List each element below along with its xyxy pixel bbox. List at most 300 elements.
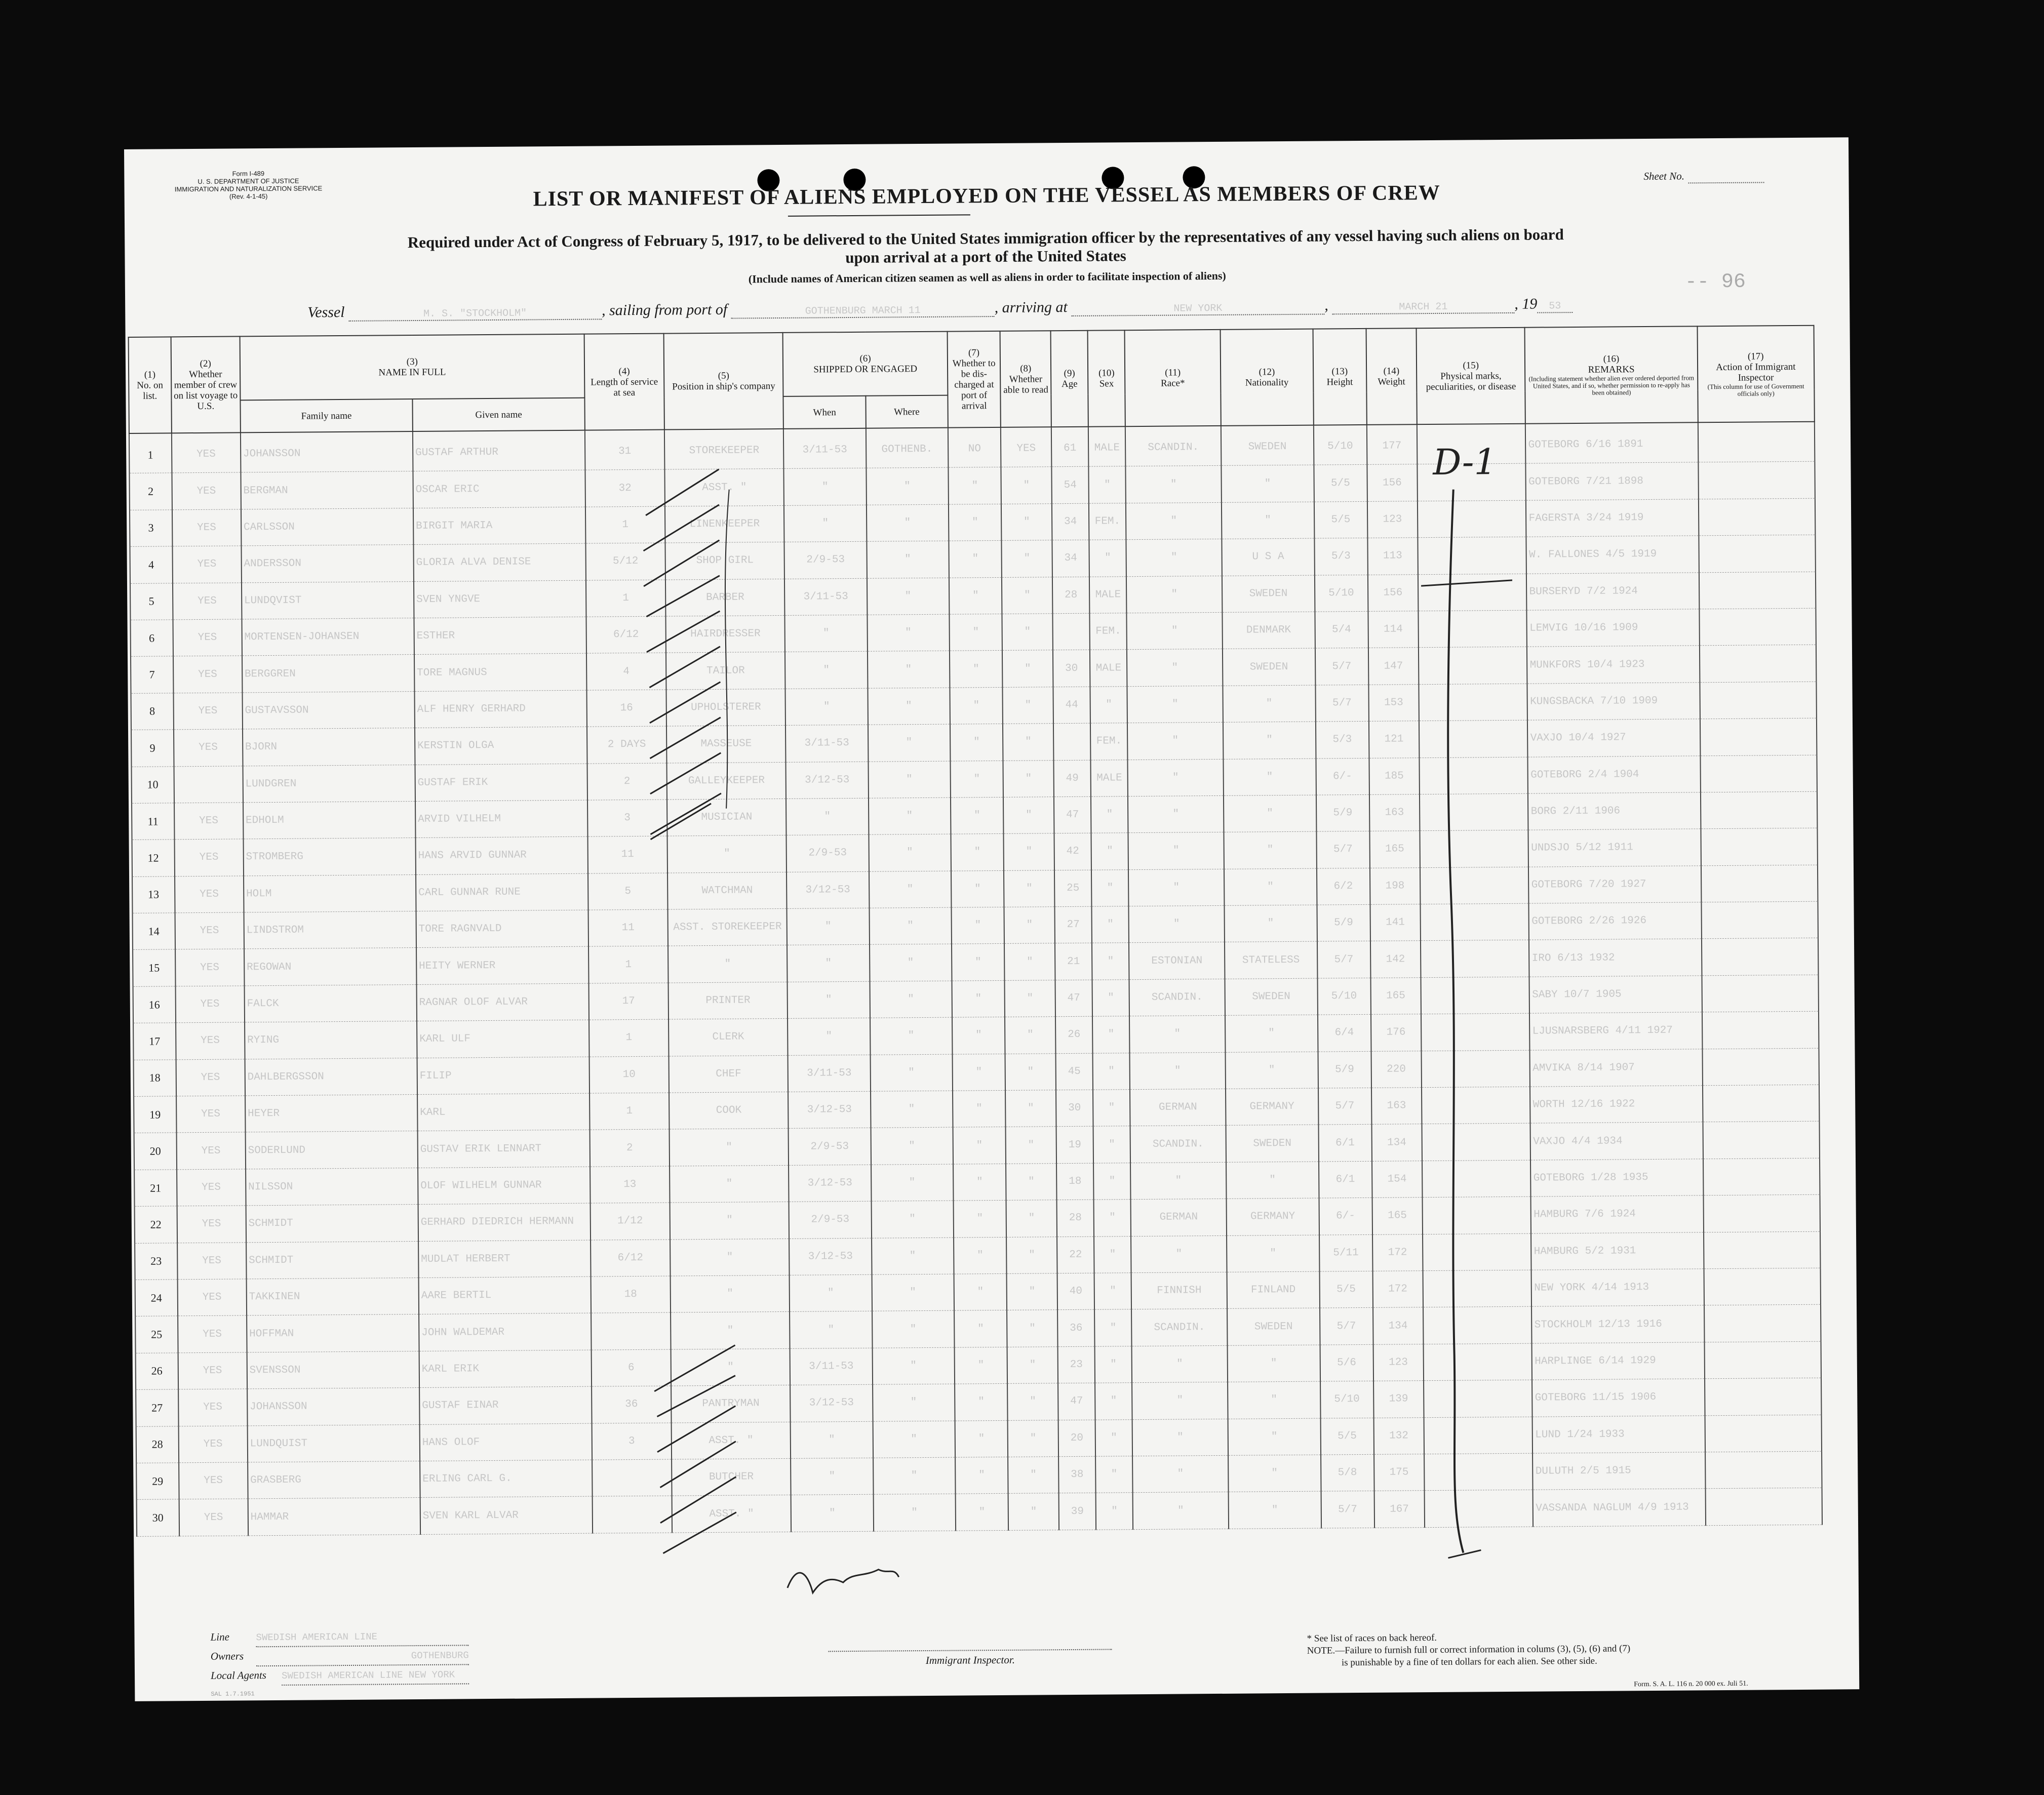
height-cell: 5/10 <box>1317 978 1370 1015</box>
height-cell: 5/7 <box>1318 1088 1371 1125</box>
shipped-when-cell: " <box>785 688 868 726</box>
position-cell: " <box>668 945 788 983</box>
discharged-cell: " <box>951 870 1004 907</box>
position-cell: TAILOR <box>666 652 785 690</box>
given-name-cell: AARE BERTIL <box>418 1277 591 1314</box>
marks-cell <box>1422 1160 1531 1198</box>
col-header-nationality <box>1220 329 1313 426</box>
marks-cell <box>1418 610 1527 648</box>
bracket-end <box>1448 1550 1481 1558</box>
row-number: 25 <box>135 1316 178 1353</box>
crew-cell: YES <box>174 729 243 766</box>
inspector-action-cell <box>1701 791 1818 829</box>
sex-cell: " <box>1092 980 1130 1017</box>
family-name-cell: ANDERSSON <box>241 545 414 583</box>
shipped-where-cell: " <box>872 1347 955 1385</box>
shipped-when-cell: " <box>788 981 870 1019</box>
age-cell: 20 <box>1058 1420 1095 1457</box>
shipped-where-cell: " <box>869 797 951 835</box>
remarks-cell: WORTH 12/16 1922 <box>1530 1086 1703 1124</box>
given-name-cell: GUSTAV ERIK LENNART <box>417 1130 590 1168</box>
remarks-cell: NEW YORK 4/14 1913 <box>1531 1269 1704 1307</box>
service-cell: 3 <box>587 800 667 836</box>
inspector-action-cell <box>1700 682 1817 719</box>
family-name-cell: SCHMIDT <box>246 1241 419 1279</box>
service-cell: 16 <box>586 690 666 727</box>
remarks-cell: LUND 1/24 1933 <box>1532 1415 1705 1453</box>
race-cell: " <box>1128 869 1224 906</box>
given-name-cell: MUDLAT HERBERT <box>418 1240 591 1278</box>
position-cell: LINENKEEPER <box>665 505 784 543</box>
agents-row <box>211 1665 469 1686</box>
inspector-action-cell <box>1705 1451 1822 1489</box>
nationality-cell: " <box>1224 905 1317 942</box>
inspector-action-cell <box>1698 462 1815 499</box>
col-num: (11) <box>1165 367 1181 378</box>
marks-cell <box>1425 1490 1534 1527</box>
position-cell: PANTRYMAN <box>671 1385 791 1423</box>
given-name-cell: KARL <box>417 1093 590 1131</box>
age-cell: 44 <box>1053 687 1090 724</box>
family-name-cell: LUNDQUIST <box>247 1424 420 1462</box>
height-cell: 5/7 <box>1321 1491 1374 1528</box>
col-num: (16) <box>1603 353 1620 365</box>
sex-cell: FEM. <box>1089 503 1126 540</box>
discharged-cell: NO <box>948 427 1001 468</box>
crew-cell: YES <box>176 1022 245 1059</box>
remarks-cell: GOTEBORG 2/26 1926 <box>1529 902 1702 940</box>
sex-cell: " <box>1090 686 1128 723</box>
inspector-action-cell <box>1703 1085 1820 1122</box>
crew-cell: YES <box>176 1132 246 1169</box>
able-read-cell: " <box>1004 870 1054 907</box>
service-cell: 6/12 <box>591 1240 670 1277</box>
remarks-cell: GOTEBORG 7/20 1927 <box>1528 865 1701 903</box>
sex-cell: " <box>1093 1126 1131 1163</box>
row-number: 26 <box>136 1353 178 1390</box>
remarks-cell: MUNKFORS 10/4 1923 <box>1527 646 1700 684</box>
nationality-cell: " <box>1225 1015 1318 1052</box>
row-number: 18 <box>134 1059 176 1096</box>
col-header-race <box>1125 330 1221 426</box>
nationality-cell: " <box>1228 1491 1321 1529</box>
crew-cell: YES <box>178 1352 247 1389</box>
sex-cell: " <box>1089 466 1126 503</box>
weight-cell: 121 <box>1368 721 1419 758</box>
race-cell: FINNISH <box>1131 1272 1227 1309</box>
row-number: 5 <box>130 583 173 620</box>
able-read-cell: " <box>1001 504 1052 541</box>
height-cell: 5/10 <box>1320 1381 1373 1418</box>
crew-cell: YES <box>175 876 244 913</box>
weight-cell: 165 <box>1372 1198 1423 1234</box>
weight-cell: 134 <box>1373 1307 1424 1344</box>
nationality-cell: " <box>1221 465 1314 503</box>
sex-cell: " <box>1091 833 1129 870</box>
height-cell: 5/3 <box>1314 538 1367 575</box>
crew-cell: YES <box>179 1499 248 1536</box>
family-name-cell: LINDSTROM <box>244 911 416 949</box>
row-number: 13 <box>132 876 175 913</box>
weight-cell: 172 <box>1372 1271 1423 1308</box>
sex-cell: " <box>1093 1090 1130 1127</box>
row-number: 9 <box>131 730 174 767</box>
agents-label: Local Agents <box>210 1669 267 1682</box>
race-cell: " <box>1128 795 1224 833</box>
shipped-when-cell: " <box>787 908 870 945</box>
age-cell: 23 <box>1057 1346 1095 1383</box>
col-header-sex <box>1088 330 1126 427</box>
position-cell: CLERK <box>669 1019 788 1056</box>
marks-cell <box>1420 867 1529 904</box>
vessel-line <box>307 295 1573 322</box>
given-name-cell: OLOF WILHELM GUNNAR <box>418 1167 591 1205</box>
position-cell: UPHOLSTERER <box>666 689 785 726</box>
shipped-when-cell: 3/12-53 <box>787 871 869 909</box>
col-header-crew <box>171 336 240 433</box>
given-name-cell: KARL ULF <box>417 1020 589 1058</box>
shipped-where-cell: " <box>868 761 951 799</box>
family-name-cell: GRASBERG <box>248 1461 420 1499</box>
crew-cell: YES <box>176 1096 246 1133</box>
owners-value: GOTHENBURG <box>256 1647 469 1666</box>
sex-cell: " <box>1093 1053 1130 1090</box>
row-number: 23 <box>135 1243 177 1280</box>
col-label: Nationality <box>1245 377 1289 388</box>
weight-cell: 132 <box>1373 1417 1424 1454</box>
sex-cell: MALE <box>1088 426 1126 466</box>
race-cell: SCANDIN. <box>1130 1126 1226 1163</box>
marks-cell <box>1422 1124 1530 1161</box>
col-label: Physical marks, peculiarities, or disease <box>1426 370 1516 392</box>
crew-cell: YES <box>174 803 244 840</box>
remarks-cell: AMVIKA 8/14 1907 <box>1530 1049 1703 1087</box>
family-name-cell: DAHLBERGSSON <box>245 1058 417 1096</box>
form-print-code: SAL 1.7.1951 <box>211 1690 255 1698</box>
col-header-marks <box>1416 328 1525 424</box>
weight-cell: 123 <box>1367 501 1418 538</box>
given-name-cell: FILIP <box>417 1057 589 1095</box>
discharged-cell: " <box>948 467 1001 504</box>
race-cell: GERMAN <box>1130 1089 1226 1126</box>
weight-cell: 220 <box>1371 1051 1422 1088</box>
age-cell: 54 <box>1051 467 1089 504</box>
inspector-action-cell <box>1700 718 1817 755</box>
col-header-given-name: Given name <box>412 398 585 431</box>
given-name-cell: GERHARD DIEDRICH HERMANN <box>418 1203 591 1241</box>
inspector-action-cell <box>1704 1268 1821 1305</box>
remarks-cell: STOCKHOLM 12/13 1916 <box>1532 1305 1705 1343</box>
remarks-cell: IRO 6/13 1932 <box>1529 939 1702 977</box>
agents-value: SWEDISH AMERICAN LINE NEW YORK <box>282 1666 469 1686</box>
family-name-cell: CARLSSON <box>241 508 414 546</box>
family-name-cell: JOHANSSON <box>247 1388 420 1426</box>
row-number: 17 <box>133 1023 176 1060</box>
family-name-cell: NILSSON <box>246 1168 418 1206</box>
col-num: (7) <box>968 347 980 358</box>
shipped-when-cell: " <box>786 798 869 835</box>
crew-cell: YES <box>178 1389 248 1426</box>
row-number: 20 <box>134 1133 177 1170</box>
service-cell: 32 <box>585 469 664 506</box>
able-read-cell: " <box>1004 833 1054 870</box>
able-read-cell: " <box>1005 980 1055 1017</box>
shipped-when-cell: " <box>785 615 868 652</box>
race-cell: " <box>1130 1052 1226 1090</box>
col-label: No. on list. <box>137 379 164 402</box>
marks-cell <box>1419 684 1527 721</box>
inspector-action-cell <box>1703 1122 1820 1159</box>
sex-cell: " <box>1094 1236 1131 1273</box>
height-cell: 5/5 <box>1314 501 1367 538</box>
col-label: NAME IN FULL <box>378 367 446 378</box>
height-cell: 5/5 <box>1314 465 1367 502</box>
nationality-cell: SWEDEN <box>1222 575 1315 613</box>
col-num: (3) <box>406 356 418 368</box>
nationality-cell: " <box>1228 1381 1321 1419</box>
remarks-cell: VASSANDA NAGLUM 4/9 1913 <box>1533 1489 1706 1527</box>
family-name-cell: SVENSSON <box>247 1351 419 1389</box>
year-value: 53 <box>1537 300 1573 313</box>
nationality-cell: FINLAND <box>1227 1271 1320 1309</box>
able-read-cell: " <box>1002 540 1052 577</box>
shipped-when-cell: 3/12-53 <box>789 1165 871 1202</box>
col-label: REMARKS <box>1588 364 1635 375</box>
form-number: Form I-489 <box>232 170 265 178</box>
marks-cell <box>1421 1050 1530 1088</box>
sex-cell: FEM. <box>1090 723 1128 760</box>
weight-cell: 163 <box>1369 794 1420 831</box>
service-cell: 11 <box>588 909 667 946</box>
nationality-cell: " <box>1227 1235 1320 1272</box>
crew-cell: YES <box>173 656 243 693</box>
family-name-cell: HEYER <box>245 1095 418 1133</box>
discharged-cell: " <box>953 1201 1006 1238</box>
service-cell <box>592 1459 672 1496</box>
age-cell: 28 <box>1052 577 1090 614</box>
weight-cell: 142 <box>1370 941 1421 978</box>
row-number: 24 <box>135 1280 178 1317</box>
age-cell: 30 <box>1053 650 1090 687</box>
col-label: Race* <box>1161 378 1185 389</box>
given-name-cell: GUSTAF EINAR <box>419 1386 592 1424</box>
crew-cell: YES <box>173 693 243 730</box>
discharged-cell: " <box>952 980 1005 1017</box>
crew-manifest-table <box>128 325 1823 1537</box>
race-cell: " <box>1131 1235 1227 1273</box>
height-cell: 5/4 <box>1315 611 1368 648</box>
crew-cell: YES <box>176 1059 245 1096</box>
shipped-where-cell: " <box>871 1128 953 1165</box>
sex-cell: " <box>1094 1273 1132 1310</box>
given-name-cell: ESTHER <box>414 617 586 655</box>
weight-cell: 123 <box>1373 1344 1424 1381</box>
height-cell: 5/9 <box>1318 1051 1371 1088</box>
weight-cell: 139 <box>1373 1381 1424 1418</box>
shipped-where-cell: " <box>869 834 951 871</box>
height-cell: 6/1 <box>1318 1125 1371 1162</box>
inspector-action-cell <box>1705 1415 1822 1452</box>
sex-cell: " <box>1093 1163 1131 1200</box>
shipped-when-cell: 3/11-53 <box>785 725 868 762</box>
sex-cell: " <box>1092 906 1129 943</box>
height-cell: 6/- <box>1319 1198 1372 1235</box>
given-name-cell: SVEN YNGVE <box>414 580 586 618</box>
marks-cell <box>1420 830 1528 867</box>
col-header-family-name: Family name <box>240 399 413 432</box>
service-cell: 2 <box>587 763 666 800</box>
shipped-when-cell: 2/9-53 <box>789 1128 871 1166</box>
service-cell: 2 DAYS <box>587 726 666 763</box>
service-cell <box>593 1496 672 1533</box>
row-number: 1 <box>129 433 172 473</box>
given-name-cell: RAGNAR OLOF ALVAR <box>416 983 589 1021</box>
race-cell: " <box>1128 759 1224 796</box>
owners-label: Owners <box>210 1650 244 1662</box>
able-read-cell: " <box>1004 943 1055 980</box>
marks-cell <box>1423 1343 1532 1381</box>
marks-cell <box>1421 977 1529 1014</box>
shipped-where-cell: " <box>872 1238 954 1275</box>
discharged-cell: " <box>949 614 1002 651</box>
given-name-cell: TORE RAGNVALD <box>416 910 588 948</box>
age-cell: 42 <box>1054 833 1091 870</box>
inspector-action-cell <box>1701 865 1818 902</box>
col-num: (1) <box>144 369 156 380</box>
nationality-cell: " <box>1228 1455 1321 1492</box>
row-number: 4 <box>130 546 172 583</box>
col-header-no <box>129 337 172 433</box>
discharged-cell: " <box>952 1017 1005 1054</box>
family-name-cell: REGOWAN <box>244 948 417 986</box>
family-name-cell: FALCK <box>244 984 417 1022</box>
crew-cell: YES <box>178 1315 247 1352</box>
manifest-sheet <box>124 137 1859 1701</box>
nationality-cell: " <box>1223 722 1316 759</box>
given-name-cell: ALF HENRY GERHARD <box>414 690 587 728</box>
position-cell: WATCHMAN <box>667 872 787 909</box>
able-read-cell: " <box>1004 907 1055 944</box>
nationality-cell: " <box>1224 795 1317 832</box>
height-cell: 5/10 <box>1315 575 1368 612</box>
shipped-when-cell: 3/11-53 <box>788 1055 871 1092</box>
form-print-info: Form. S. A. L. 116 n. 20 000 ex. Juli 51. <box>1634 1680 1748 1689</box>
col-note: (Including statement whether alien ever ordered deported from United States, and if so, whether permission to re-apply has been obtained) <box>1528 374 1695 396</box>
col-num: (14) <box>1383 366 1400 377</box>
age-cell: 28 <box>1056 1200 1094 1236</box>
discharged-cell: " <box>950 651 1003 688</box>
row-number: 29 <box>136 1463 179 1500</box>
subtitle-line-2: upon arrival at a port of the United States <box>845 247 1126 267</box>
sex-cell: FEM. <box>1090 613 1127 650</box>
inspector-action-cell <box>1698 422 1815 462</box>
service-cell: 18 <box>591 1276 671 1313</box>
marks-cell <box>1421 1013 1530 1051</box>
position-cell: " <box>671 1312 790 1349</box>
remarks-cell: HAMBURG 7/6 1924 <box>1531 1195 1704 1233</box>
remarks-cell: GOTEBORG 2/4 1904 <box>1528 755 1701 793</box>
able-read-cell: " <box>1002 614 1053 651</box>
given-name-cell: BIRGIT MARIA <box>413 507 586 545</box>
able-read-cell: " <box>1003 687 1053 724</box>
discharged-cell: " <box>955 1494 1008 1531</box>
service-cell: 10 <box>589 1056 669 1093</box>
position-cell: PRINTER <box>668 982 788 1019</box>
row-number: 22 <box>135 1206 177 1243</box>
age-cell: 47 <box>1055 980 1092 1017</box>
marks-cell <box>1418 574 1527 611</box>
shipped-when-cell: " <box>790 1311 872 1349</box>
family-name-cell: RYING <box>245 1021 417 1059</box>
inspector-action-cell <box>1703 1158 1820 1195</box>
row-number: 12 <box>132 840 175 876</box>
family-name-cell: SCHMIDT <box>246 1205 418 1243</box>
given-name-cell: HANS ARVID GUNNAR <box>415 836 588 874</box>
position-cell: " <box>670 1239 790 1276</box>
height-cell: 5/5 <box>1319 1271 1372 1308</box>
discharged-cell: " <box>950 687 1003 724</box>
page-title: LIST OR MANIFEST OF ALIENS EMPLOYED ON THE VESSEL AS MEMBERS OF CREW <box>533 181 1440 211</box>
position-cell: MUSICIAN <box>667 799 787 836</box>
marks-cell <box>1423 1307 1532 1344</box>
position-cell: STOREKEEPER <box>664 429 784 470</box>
col-label: Position in ship's company <box>672 381 775 392</box>
nationality-cell: " <box>1225 1052 1318 1089</box>
able-read-cell: " <box>1006 1090 1056 1127</box>
crew-cell: YES <box>175 912 244 949</box>
marks-cell <box>1422 1087 1530 1124</box>
inspector-action-cell <box>1702 938 1819 976</box>
shipped-where-cell: " <box>869 907 952 945</box>
sex-cell: " <box>1094 1309 1132 1346</box>
inspector-action-cell <box>1700 755 1817 792</box>
family-name-cell: SODERLUND <box>245 1131 418 1169</box>
col-header-inspector <box>1697 326 1815 423</box>
given-name-cell: ERLING CARL G. <box>420 1460 593 1498</box>
service-cell: 1 <box>588 946 668 983</box>
remarks-cell: HAMBURG 5/2 1931 <box>1531 1232 1704 1270</box>
shipped-when-cell: 2/9-53 <box>789 1201 872 1239</box>
able-read-cell: " <box>1005 1017 1055 1054</box>
given-name-cell: GLORIA ALVA DENISE <box>413 543 586 581</box>
weight-cell: 134 <box>1371 1124 1422 1161</box>
col-note: (This column for use of Government officials only) <box>1707 382 1804 397</box>
row-number: 27 <box>136 1389 178 1426</box>
position-cell: " <box>670 1165 789 1203</box>
remarks-cell: HARPLINGE 6/14 1929 <box>1532 1342 1705 1380</box>
shipped-when-cell: 3/12-53 <box>789 1238 872 1275</box>
shipped-when-cell: " <box>791 1421 873 1459</box>
col-label: Action of Immigrant Inspector <box>1716 361 1796 383</box>
col-num: (15) <box>1463 360 1479 371</box>
inspector-action-cell <box>1704 1341 1821 1379</box>
row-number: 14 <box>133 913 175 950</box>
sailing-value: GOTHENBURG MARCH 11 <box>731 304 995 319</box>
col-label: Whether member of crew on list voyage to U.S. <box>173 369 238 412</box>
sex-cell: " <box>1095 1346 1132 1383</box>
service-cell <box>591 1312 671 1349</box>
family-name-cell: STROMBERG <box>243 838 416 876</box>
race-cell: " <box>1127 612 1223 650</box>
nationality-cell: " <box>1228 1418 1321 1456</box>
service-cell: 1 <box>585 506 665 543</box>
race-cell: " <box>1129 1016 1225 1053</box>
arriving-value: NEW YORK <box>1071 302 1324 316</box>
remarks-cell: LJUSNARSBERG 4/11 1927 <box>1529 1012 1702 1050</box>
discharged-cell: " <box>953 1127 1006 1164</box>
col-label: Age <box>1061 378 1078 390</box>
row-number: 19 <box>134 1096 176 1133</box>
